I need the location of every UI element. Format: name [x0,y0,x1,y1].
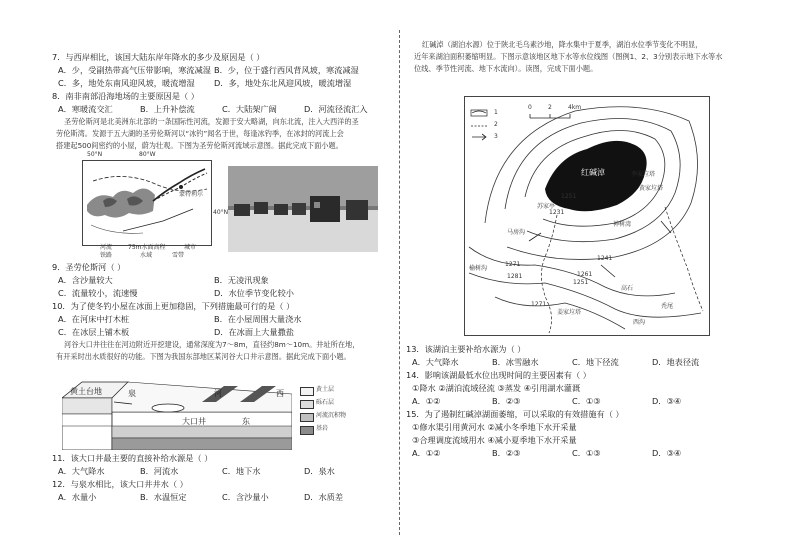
label-river: 河 [214,389,222,398]
legend-swatch-gravel [300,400,314,409]
q12-stem: 12．与泉水相比，该大口井井水（ ） [52,479,188,489]
q11-option-b: B．河流水 [140,466,179,476]
place-sujiating: 苏家亭 [537,203,556,210]
q7-option-d: D．多，地处东北风迎风坡，暖流增湿 [214,78,352,88]
map-lon-80w: 80°W [139,151,156,158]
scale-4km: 4km [568,104,582,111]
q15-option-a: A．①② [412,448,441,458]
place-xigou: 西沟 [633,319,646,326]
label-spring: 泉 [128,389,136,398]
label-east: 东 [242,417,250,426]
legend-item-1: 1 [494,109,498,116]
place-lijiatalata: 李家垃塔 [631,171,656,178]
q12-option-c: C．含沙量小 [222,492,269,502]
q8-option-d: D．河流径流汇入 [304,104,368,114]
contour-map-legend-symbols [470,108,490,144]
passage2-line1: 河谷大口井往往在河边附近开挖建设，通常深度为7～8m，直径约8m～10m。井址所在地， [64,340,360,349]
scale-bar [528,104,588,122]
map-lat-50n: 50°N [87,151,103,158]
contour-1251: 1251 [561,193,577,200]
passage2-line2: 有开采时出水质很好的功能。下图为我国东部地区某河谷大口井示意图。据此完成下面小题。 [56,352,351,361]
contour-1251-b: 1251 [573,279,589,286]
valley-well-diagram [62,378,292,450]
legend-loess: 黄土层 [316,386,335,393]
passage3-line1: 红碱淖（湖泊水源）位于陕北毛乌素沙地，降水集中于夏季，湖泊水位季节变化不明显， [422,40,703,49]
q14-stem: 14．影响该湖最低水位出现时间的主要因素有（ ） [406,370,591,380]
scale-0: 0 [528,104,532,111]
q15-option-c: C．①③ [572,448,601,458]
q13-stem: 13．该湖泊主要补给水源为（ ） [406,344,526,354]
q14-choices: ①降水 ②湖泊流域径流 ③蒸发 ④引用湖水灌溉 [412,383,581,393]
contour-1271: 1271 [505,261,521,268]
st-lawrence-map-drawing [83,161,211,245]
q15-option-d: D．③④ [652,448,682,458]
q13-option-d: D．地表径流 [652,357,700,367]
label-hongjiannao-lake: 红碱淖 [581,168,605,177]
q8-stem: 8．南非南部沿海地场的主要原因是（ ） [52,91,199,101]
q9-option-c: C．流量较小，流速慢 [58,288,138,298]
passage1-line1: 圣劳伦斯河是北美洲东北部的一条国际性河流，发源于安大略湖，向东北流，注入大西洋的圣 [64,117,359,126]
q9-stem: 9．圣劳伦斯河（ ） [52,262,126,272]
q12-option-a: A．水量小 [58,492,97,502]
contour-1271-b: 1271 [531,301,547,308]
label-west: 西 [276,389,284,398]
passage3-line2: 近年来湖泊面积萎缩明显。下图示意该地区地下水等水位线图（图例1、2、3分别表示地下水等水 [414,52,723,61]
place-huangjiatalata: 黄家垃塔 [639,185,664,192]
q15-stem: 15．为了遏制红碱淖湖面萎缩，可以采取的有效措施有（ ） [406,409,624,419]
q15-choices-2: ③合理调度流域用水 ④减小夏季地下水开采量 [412,435,577,445]
place-mafanggou: 马房沟 [507,229,526,236]
map-legend-water: 水域 [140,252,153,259]
legend-swatch-bedrock [300,426,314,435]
q10-option-a: A．在河床中打木桩 [58,314,130,324]
q13-option-b: B．冰雪融水 [492,357,539,367]
legend-bedrock: 基岩 [316,425,329,432]
q15-option-b: B．②③ [492,448,521,458]
q11-stem: 11．该大口井最主要的直接补给水源是（ ） [52,453,213,463]
place-shenshuwan: 神树湾 [613,221,632,228]
q15-choices-1: ①修水渠引用黄河水 ②减小冬季地下水开采量 [412,422,577,432]
contour-map-legend [470,108,514,144]
q10-stem: 10．为了使冬钓小屋在冰面上更加稳固，下列措施最可行的是（ ） [52,301,295,311]
q12-option-b: B．水温恒定 [140,492,187,502]
q8-option-a: A．寒暖流交汇 [58,104,113,114]
q10-option-d: D．在冰面上大量撒盐 [214,327,294,337]
right-column [400,0,794,560]
contour-1241: 1241 [597,255,613,262]
q12-option-d: D．水质差 [304,492,344,502]
q7-option-a: A．少，受副热带高气压带影响，寒流减湿 [58,65,211,75]
label-loess-tableland: 黄土台地 [70,387,102,396]
q7-option-c: C．多，地处东南风迎风坡，暖流增湿 [58,78,195,88]
q11-option-c: C．地下水 [222,466,261,476]
q10-option-c: C．在冰层上铺木板 [58,327,130,337]
legend-gravel: 砾石层 [316,399,335,406]
map-legend-snowbelt: 雪带 [172,252,185,259]
place-gaoshi: 高石 [621,285,634,292]
legend-swatch-sediment [300,413,314,422]
legend-swatch-loess [300,387,314,396]
q7-option-b: B．少，位于盛行西风背风坡，寒流减湿 [214,65,359,75]
map-lat-40n: 40°N [213,209,229,216]
city-montreal: 蒙特利尔 [179,191,204,198]
q11-option-d: D．泉水 [304,466,335,476]
contour-1281: 1281 [507,273,523,280]
place-yushugou: 榆树沟 [469,265,488,272]
st-lawrence-map [82,151,229,246]
place-tuowei: 秃尾 [661,303,674,310]
q11-option-a: A．大气降水 [58,466,105,476]
q14-option-a: A．①② [412,396,441,406]
q9-option-d: D．水位季节变化较小 [214,288,294,298]
contour-1261: 1261 [577,271,593,278]
ice-fishing-photo-drawing [228,166,378,252]
q14-option-b: B．②③ [492,396,521,406]
q9-option-a: A．含沙量较大 [58,275,113,285]
q8-option-c: C．大陆架广阔 [222,104,277,114]
map-legend-railway: 铁路 [100,252,113,259]
place-jiangjiatalata: 姜家垃塔 [557,309,582,316]
passage1-line2: 劳伦斯湾。发源于五大湖的圣劳伦斯河以“冰钓”闻名于世，每逢冰钓季，在冰封的河流上会 [56,129,344,138]
ice-fishing-photo [228,166,378,252]
q9-option-b: B．无凌汛现象 [214,275,269,285]
q13-option-a: A．大气降水 [412,357,459,367]
label-big-well: 大口井 [182,417,206,426]
q10-option-b: B．在小屋周围大量浇水 [214,314,302,324]
legend-item-3: 3 [494,133,498,140]
q13-option-c: C．地下径流 [572,357,619,367]
legend-sediment: 河流沉积物 [316,412,347,419]
q8-option-b: B．上升补偿流 [140,104,195,114]
well-diagram-legend [300,386,380,444]
q7-stem: 7．与西岸相比，该国大陆东岸年降水的多少及原因是（ ） [52,52,265,62]
contour-1231: 1231 [549,209,565,216]
legend-item-2: 2 [494,121,498,128]
q14-option-d: D．③④ [652,396,682,406]
map-legend-city: 城市 [184,244,197,251]
passage3-line3: 位线、季节性河流、地下水流向）。读图，完成下面小题。 [414,64,598,73]
scale-2: 2 [548,104,552,111]
map-legend-elevation: 75m水面高程 [128,244,166,251]
map-legend-river: 河流 [100,244,113,251]
passage1-line3: 搭建起500间密约的小屋，蔚为壮观。下图为圣劳伦斯河流域示意图。据此完成下面小题。 [56,141,343,150]
q14-option-c: C．①③ [572,396,601,406]
